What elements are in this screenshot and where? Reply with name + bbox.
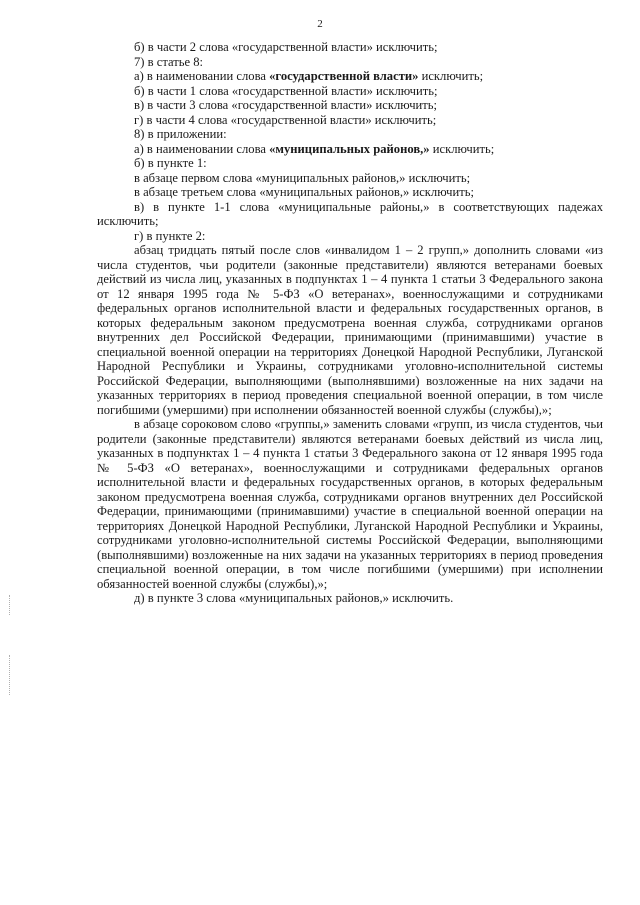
text-run: в абзаце третьем слова «муниципальных районов,» исключить; bbox=[134, 185, 474, 199]
text-run: в абзаце сороковом слово «группы,» заменить словами «групп, из числа студентов, чьи родители (законные представители) являются ветеранами боевых действий из числа лиц, указанных в подпунктах 1 – 4 пункта 1 статьи 3 Федерального закона от 12 января 1995 года № 5-ФЗ «О ветеранах», военнослужащими и сотрудниками федеральных органов исполнительной власти и федеральных государственных органов, в которых федеральным законом предусмотрена военная служба, сотрудниками органов внутренних дел Российской Федерации, принимающими (принимавшими) участие в специальной военной операции на территориях Донецкой Народной Республики, Луганской Народной Республики и Украины, сотрудниками уголовно-исполнительной системы Российской Федерации, выполняющими (выполнявшими) возложенные на них задачи на указанных территориях в период проведения специальной военной операции, в том числе погибшими (умершими) при исполнении обязанностей военной службы (службы),»; bbox=[97, 417, 603, 591]
paragraph bbox=[97, 417, 603, 591]
text-run: б) в части 2 слова «государственной власти» исключить; bbox=[134, 40, 438, 54]
text-run: в) в пункте 1-1 слова «муниципальные районы,» в соответствующих падежах исключить; bbox=[97, 199, 603, 228]
paragraph bbox=[97, 185, 603, 200]
text-run: исключить; bbox=[418, 69, 484, 83]
paragraph bbox=[97, 156, 603, 171]
page-number: 2 bbox=[317, 18, 323, 30]
paragraph bbox=[97, 98, 603, 113]
paragraph bbox=[97, 142, 603, 157]
text-run: исключить; bbox=[429, 141, 495, 156]
paragraph bbox=[97, 127, 603, 142]
text-run: а) в наименовании слова bbox=[134, 141, 270, 156]
paragraph bbox=[97, 200, 603, 229]
bold-text: «муниципальных районов,» bbox=[269, 141, 430, 156]
paragraph bbox=[97, 171, 603, 186]
text-run: б) в части 1 слова «государственной власти» исключить; bbox=[134, 83, 438, 98]
scan-edge-mark bbox=[9, 595, 11, 615]
text-run: в) в части 3 слова «государственной власти» исключить; bbox=[134, 98, 438, 112]
paragraph bbox=[97, 243, 603, 417]
text-run: в абзаце первом слова «муниципальных районов,» исключить; bbox=[134, 170, 471, 185]
scan-edge-mark bbox=[9, 655, 11, 695]
text-run: 8) в приложении: bbox=[134, 127, 227, 141]
text-run: г) в пункте 2: bbox=[134, 228, 206, 243]
paragraph bbox=[97, 229, 603, 244]
text-run: д) в пункте 3 слова «муниципальных районов,» исключить. bbox=[134, 591, 454, 605]
text-run: г) в части 4 слова «государственной власти» исключить; bbox=[134, 112, 437, 127]
paragraph bbox=[97, 591, 603, 606]
paragraph bbox=[97, 84, 603, 99]
paragraph bbox=[97, 40, 603, 55]
text-run: а) в наименовании слова bbox=[134, 69, 270, 83]
text-run: б) в пункте 1: bbox=[134, 156, 207, 170]
paragraph bbox=[97, 113, 603, 128]
text-run: 7) в статье 8: bbox=[134, 54, 204, 69]
document-body bbox=[97, 40, 603, 606]
paragraph bbox=[97, 55, 603, 70]
bold-text: «государственной власти» bbox=[269, 69, 419, 83]
paragraph bbox=[97, 69, 603, 84]
text-run: абзац тридцать пятый после слов «инвалидом 1 – 2 групп,» дополнить словами «из числа студентов, чьи родители (законные представители) являются ветеранами боевых действий из числа лиц, указанных в подпунктах 1 – 4 пункта 1 статьи 3 Федерального закона от 12 января 1995 года № 5-ФЗ «О ветеранах», военнослужащими и сотрудниками федеральных органов исполнительной власти и федеральных государственных органов, в которых федеральным законом предусмотрена военная служба, сотрудниками органов внутренних дел Российской Федерации, принимающими (принимавшими) участие в специальной военной операции на территориях Донецкой Народной Республики, Луганской Народной Республики и Украины, сотрудниками уголовно-исполнительной системы Российской Федерации, выполняющими (выполнявшими) возложенные на них задачи на указанных территориях в период проведения специальной военной операции, в том числе погибшими (умершими) при исполнении обязанностей военной службы (службы),»; bbox=[97, 243, 603, 417]
